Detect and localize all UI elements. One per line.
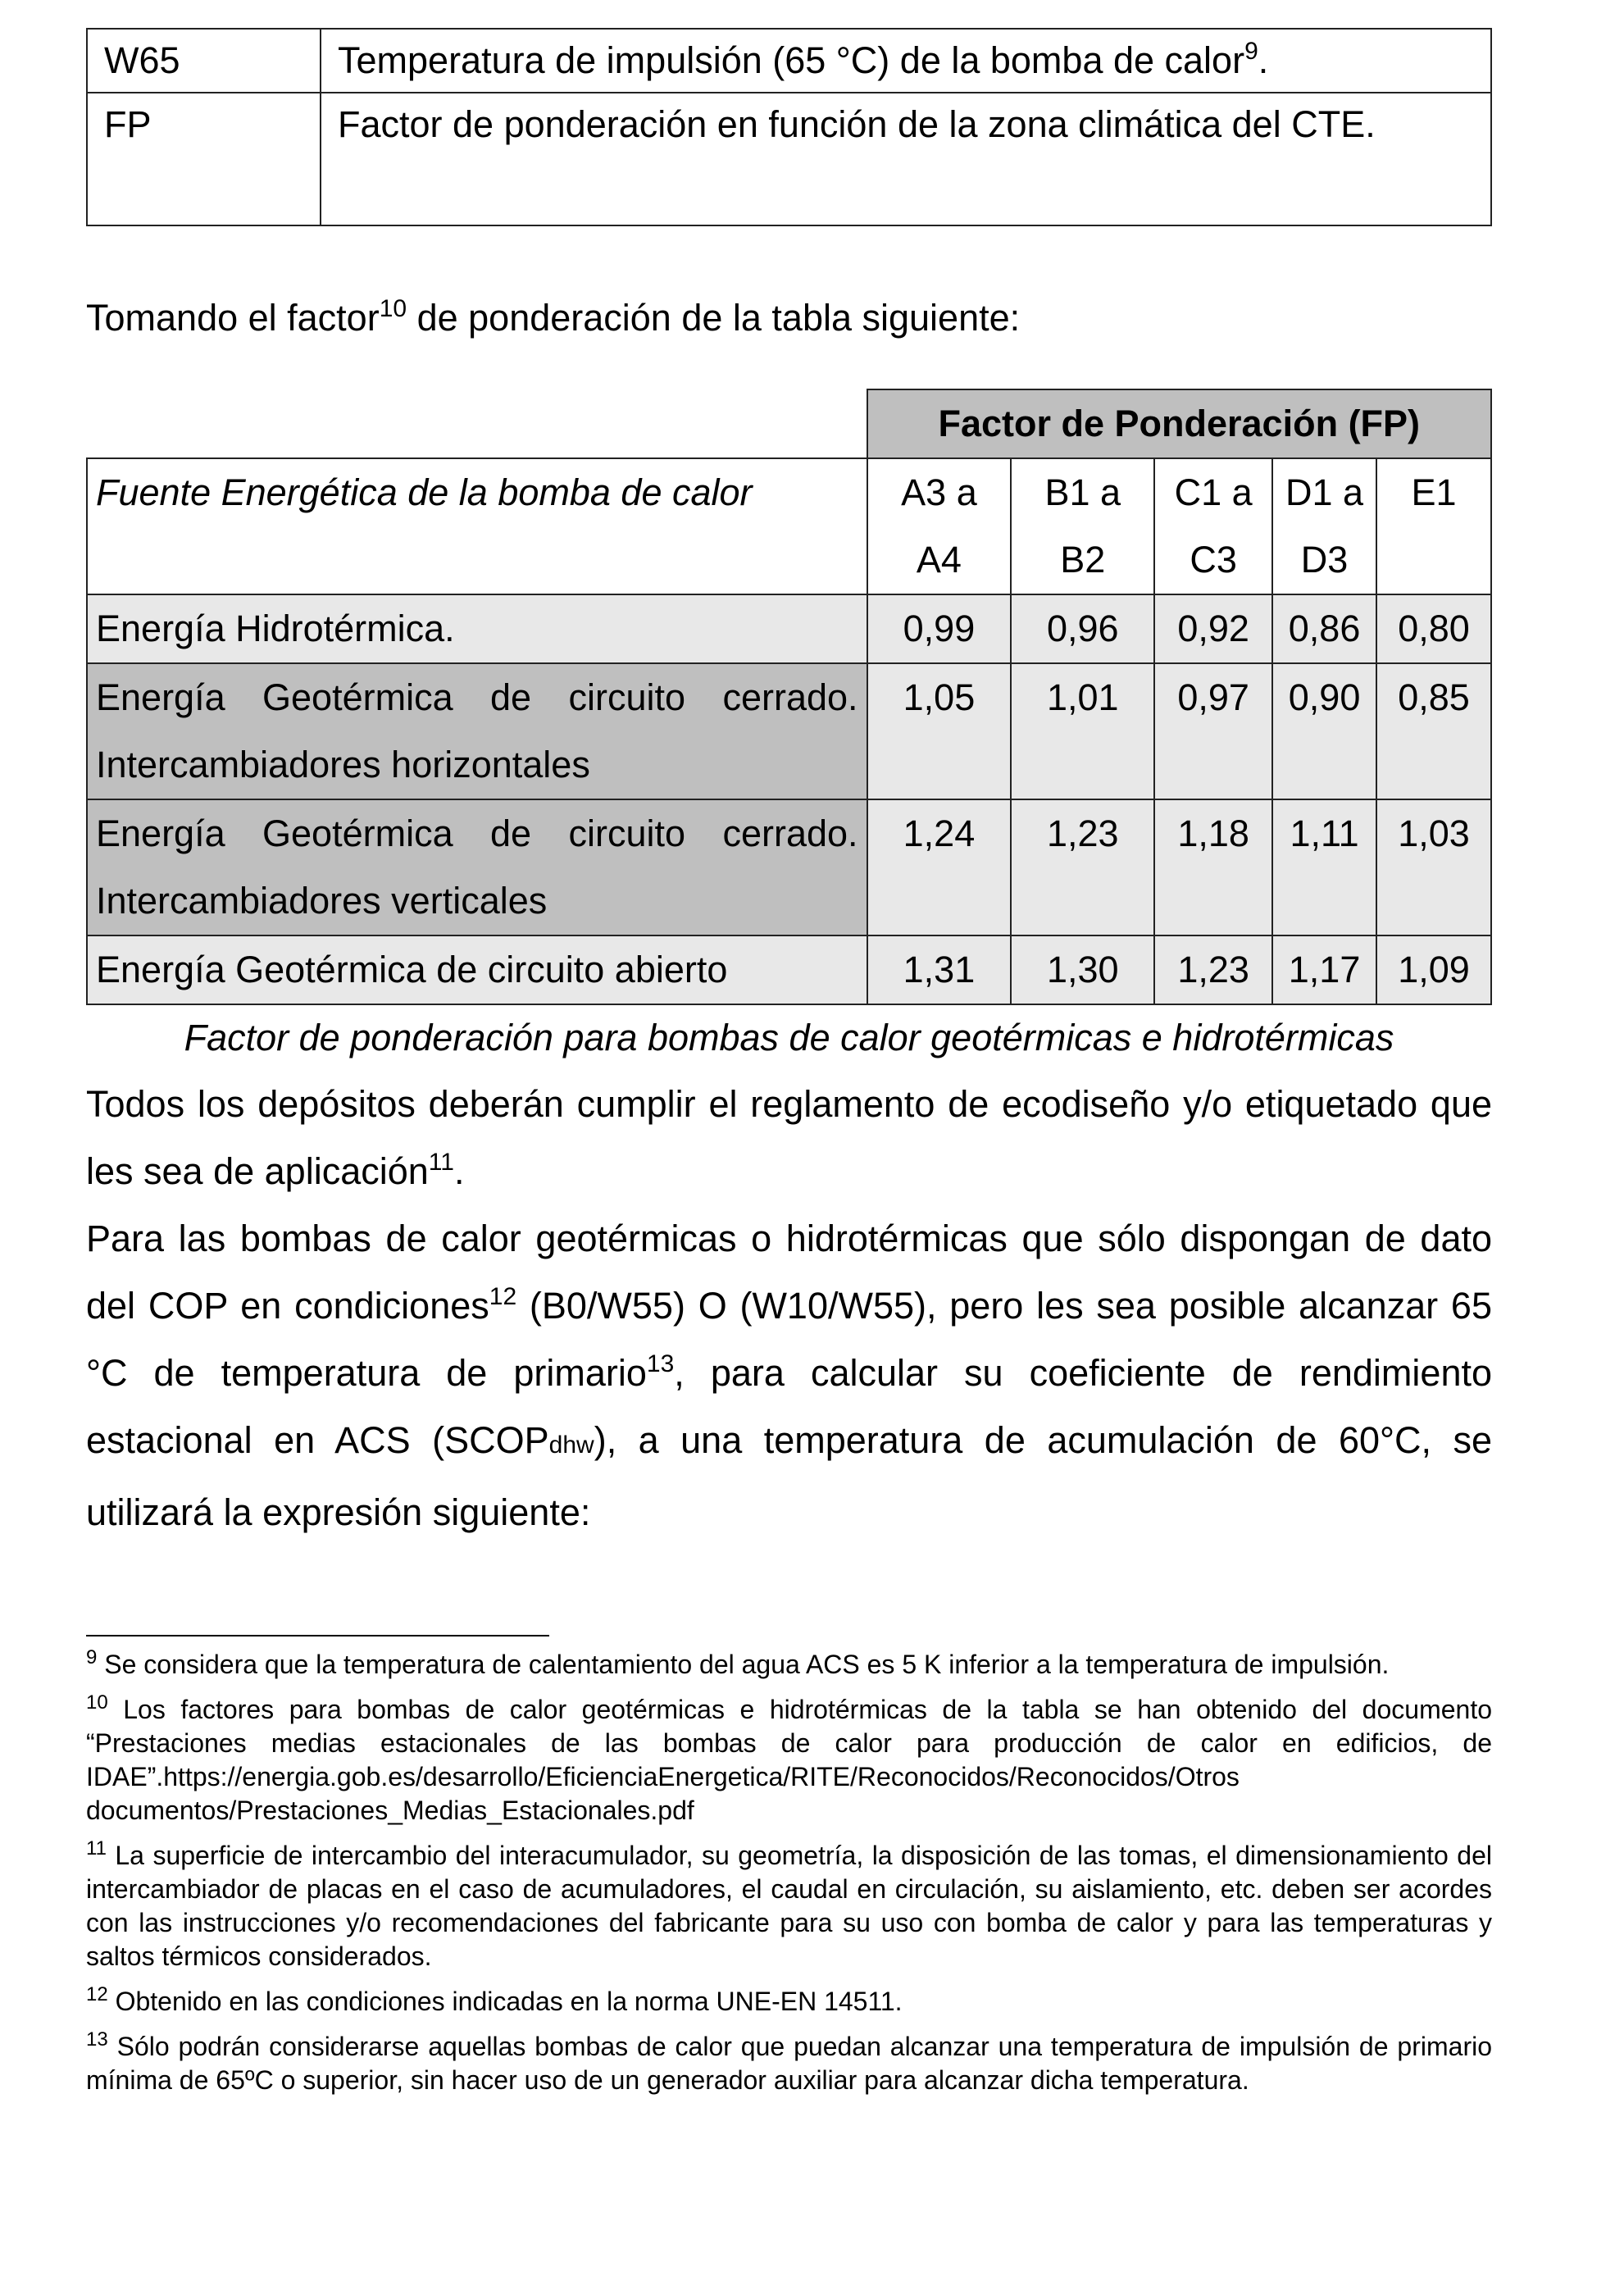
zone-header: C1 a C3 — [1154, 458, 1272, 594]
footnotes — [86, 1648, 1492, 2097]
definition-key: FP — [87, 93, 321, 225]
definition-row — [87, 93, 1491, 225]
zone-header: D1 a D3 — [1272, 458, 1376, 594]
intro-paragraph: Tomando el factor$^{10}$ de ponderación de la tabla siguiente: — [86, 295, 1021, 339]
factor-cell: 1,09 — [1376, 935, 1491, 1004]
factor-cell: 0,86 — [1272, 594, 1376, 663]
zone-header: B1 a B2 — [1011, 458, 1154, 594]
table-caption: Factor de ponderación para bombas de calor geotérmicas e hidrotérmicas — [184, 1017, 1394, 1058]
footnote-ref[interactable]: 9 — [1244, 38, 1258, 65]
energy-source: Energía Geotérmica de circuito abierto — [87, 935, 867, 1004]
factor-cell: 1,17 — [1272, 935, 1376, 1004]
footnote-separator — [86, 1635, 549, 1636]
energy-source: Energía Hidrotérmica. — [87, 594, 867, 663]
table-row — [87, 594, 1491, 663]
table-row — [87, 663, 1491, 799]
subscript: dhw — [548, 1432, 594, 1459]
factor-table-header: Factor de Ponderación (FP) — [867, 389, 1491, 458]
document-page — [86, 28, 1492, 2097]
definition-text: Factor de ponderación en función de la zona climática del CTE. — [321, 93, 1491, 225]
factor-cell: 0,97 — [1154, 663, 1272, 799]
factor-cell: 1,24 — [867, 799, 1012, 935]
definition-row — [87, 29, 1491, 93]
footnote-ref[interactable]: 13 — [646, 1350, 675, 1377]
zone-row — [87, 458, 1491, 594]
footnote: $^{13}$ Sólo podrán considerarse aquellas bombas de calor que puedan alcanzar una temperatura de impulsión de primario mínima de 65ºC o superior, sin hacer uso de un generador auxiliar para alcanzar dicha temperatura. — [86, 2028, 1492, 2095]
factor-cell: 1,01 — [1011, 663, 1154, 799]
footnote-ref[interactable]: 12 — [489, 1283, 517, 1310]
factor-table-header-row — [87, 389, 1491, 458]
factor-cell: 1,23 — [1011, 799, 1154, 935]
footnote: $^9$ Se considera que la temperatura de calentamiento del agua ACS es 5 K inferior a la temperatura de impulsión. — [86, 1646, 1390, 1679]
factor-cell: 0,80 — [1376, 594, 1491, 663]
definitions-table — [86, 28, 1492, 226]
footnote: $^{11}$ La superficie de intercambio del interacumulador, su geometría, la disposición de las tomas, el dimensionamiento del intercambiador de placas en el caso de acumuladores, el caudal en circulación, su aislamiento, etc. deben ser acordes con las instrucciones y/o recomendaciones del fabricante para su uso con bomba de calor y para las temperaturas y saltos térmicos considerados. — [86, 1837, 1492, 1971]
footnote-ref[interactable]: 11 — [428, 1149, 454, 1176]
body-paragraph: Todos los depósitos deberán cumplir el reglamento de ecodiseño y/o etiquetado que les sea de aplicación$^{11}$. — [86, 1083, 1492, 1192]
factor-cell: 0,90 — [1272, 663, 1376, 799]
factor-cell: 1,23 — [1154, 935, 1272, 1004]
factor-cell: 1,30 — [1011, 935, 1154, 1004]
table-row — [87, 935, 1491, 1004]
footnote-ref[interactable]: 10 — [379, 295, 407, 322]
factor-cell: 1,11 — [1272, 799, 1376, 935]
factor-cell: 0,85 — [1376, 663, 1491, 799]
factor-cell: 1,05 — [867, 663, 1012, 799]
energy-source: Energía Geotérmica de circuito cerrado. Intercambiadores verticales — [87, 799, 867, 935]
table-row — [87, 799, 1491, 935]
body-paragraph: Para las bombas de calor geotérmicas o hidrotérmicas que sólo dispongan de dato del COP en condiciones$^{12}$ (B0/W55) O (W10/W55), pero les sea posible alcanzar 65 °C de temperatura de primario$^{13}$, para calcular su coeficiente de rendimiento estacional en ACS (SCOPdhw), a una temperatura de acumulación de 60°C, se utilizará la expresión siguiente: — [86, 1218, 1493, 1533]
definition-text: Temperatura de impulsión (65 °C) de la bomba de calor$^9$. — [321, 29, 1491, 93]
zone-header: E1 — [1376, 458, 1491, 594]
factor-table — [86, 389, 1492, 1005]
source-label: Fuente Energética de la bomba de calor — [87, 458, 867, 594]
footnote: $^{10}$ Los factores para bombas de calor geotérmicas e hidrotérmicas de la tabla se han obtenido del documento “Prestaciones medias estacionales de las bombas de calor para producción de calor en edificios, de IDAE”.https://energia.gob.es/desarrollo/EficienciaEnergetica/RITE/Reconocidos/Reconocidos/Otros documentos/Prestaciones_Medias_Estacionales.pdf — [86, 1691, 1492, 1825]
footnote: $^{12}$ Obtenido en las condiciones indicadas en la norma UNE-EN 14511. — [86, 1983, 903, 2016]
definition-key: W65 — [87, 29, 321, 93]
zone-header: A3 a A4 — [867, 458, 1012, 594]
factor-cell: 1,18 — [1154, 799, 1272, 935]
factor-cell: 0,92 — [1154, 594, 1272, 663]
factor-cell: 1,31 — [867, 935, 1012, 1004]
factor-cell: 1,03 — [1376, 799, 1491, 935]
energy-source: Energía Geotérmica de circuito cerrado. Intercambiadores horizontales — [87, 663, 867, 799]
factor-cell: 0,96 — [1011, 594, 1154, 663]
factor-cell: 0,99 — [867, 594, 1012, 663]
